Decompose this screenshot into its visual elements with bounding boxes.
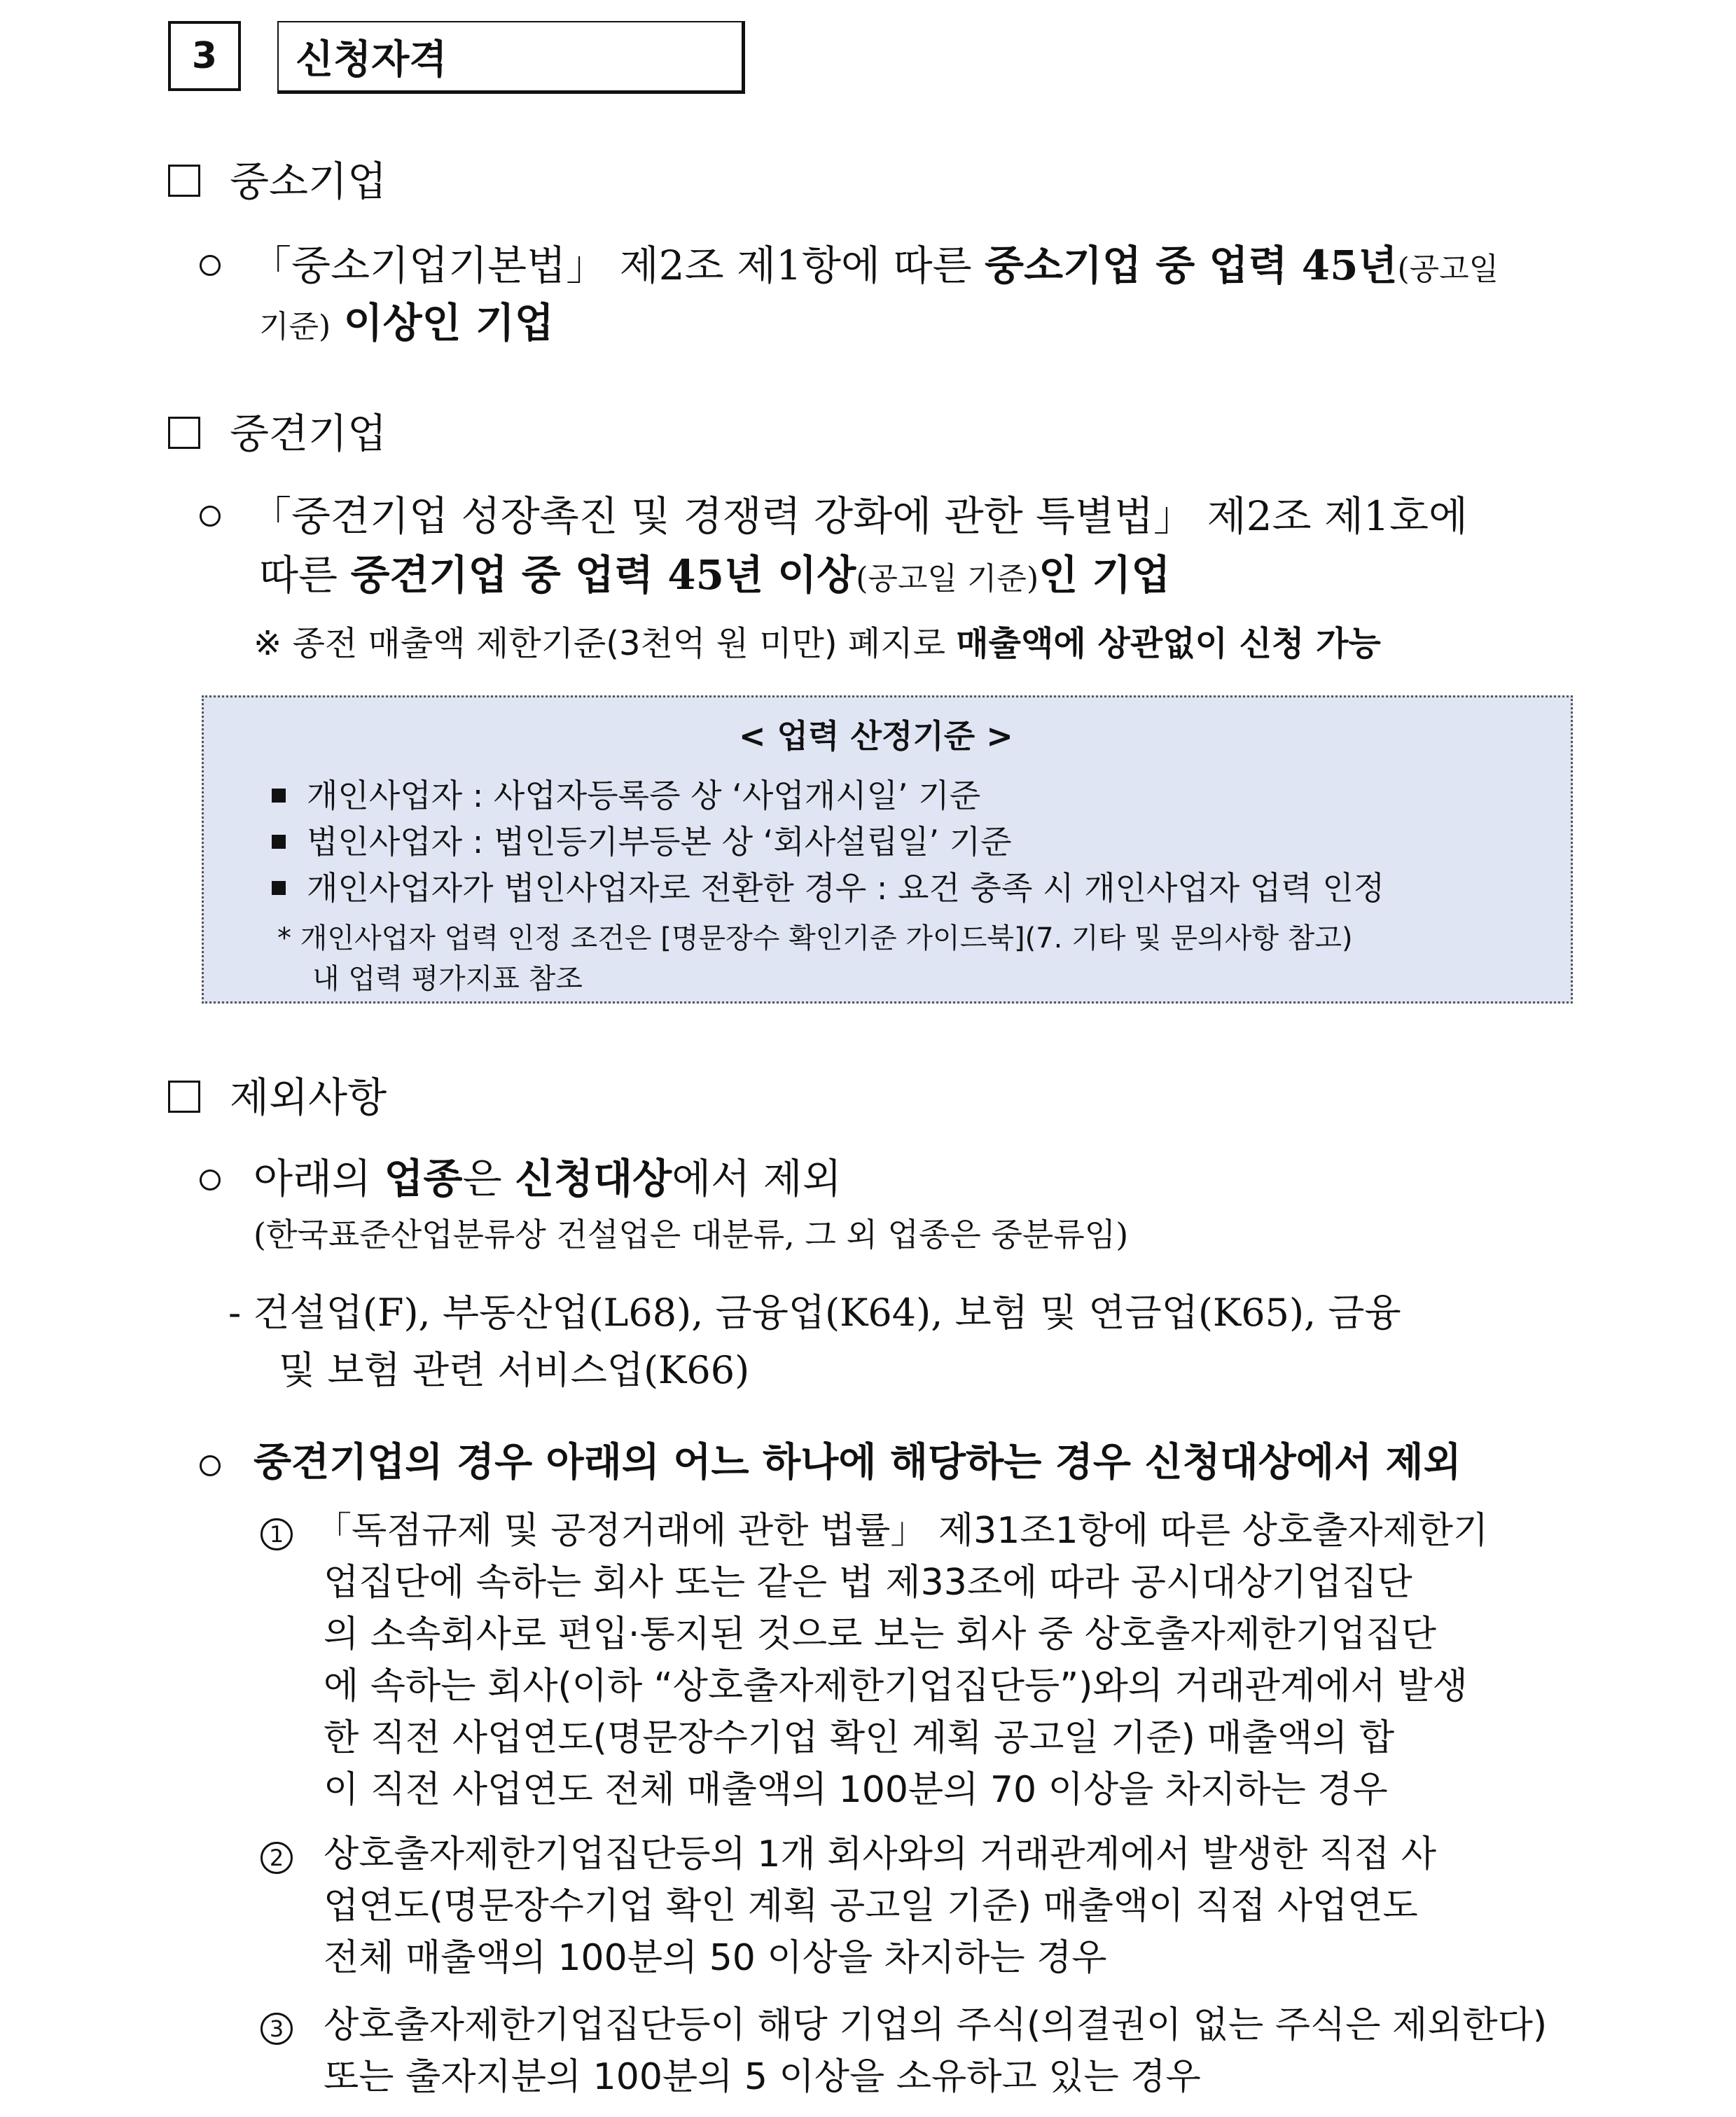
sme-heading — [168, 148, 387, 207]
criteria-note-line2: 내 업력 평가지표 참조 — [312, 963, 583, 995]
note-text: ※ 종전 매출액 제한기준(3천억 원 미만) 폐지로 — [254, 624, 957, 663]
item3-line: 상호출자제한기업집단등이 해당 기업의 주식(의결권이 없는 주식은 제외한다) — [324, 2004, 1548, 2046]
emphasis: 중소기업 중 업력 45년 — [984, 242, 1398, 289]
circled-number-text: 2 — [261, 1842, 293, 1874]
item2-line: 업연도(명문장수기업 확인 계획 공고일 기준) 매출액이 직접 사업연도 — [324, 1885, 1418, 1927]
section-title — [277, 21, 745, 94]
criteria-item — [272, 863, 1384, 909]
circled-number-text: 3 — [261, 2013, 293, 2045]
note-emphasis: 매출액에 상관없이 신청 가능 — [956, 624, 1381, 663]
section-title-text: 신청자격 — [296, 36, 447, 83]
item1-line: 의 소속회사로 편입·통지된 것으로 보는 회사 중 상호출자제한기업집단 — [324, 1613, 1436, 1656]
exclusions-bullet2: 중견기업의 경우 아래의 어느 하나에 해당하는 경우 신청대상에서 제외 — [254, 1439, 1461, 1485]
circle-bullet-icon — [200, 1455, 221, 1476]
item3-line: 또는 출자지분의 100분의 5 이상을 소유하고 있는 경우 — [324, 2056, 1201, 2098]
circle-bullet-icon — [200, 506, 221, 527]
mid-note — [254, 624, 1381, 663]
square-bullet-icon — [272, 835, 286, 849]
mid-heading — [168, 401, 387, 459]
item1-line: 업집단에 속하는 회사 또는 같은 법 제33조에 따라 공시대상기업집단 — [324, 1562, 1412, 1604]
square-bullet-icon — [272, 789, 286, 803]
text: 아래의 — [254, 1155, 384, 1202]
circled-number — [261, 2013, 293, 2045]
text: 「중소기업기본법」 제2조 제1항에 따른 — [251, 242, 985, 289]
item2-line: 전체 매출액의 100분의 50 이상을 차지하는 경우 — [324, 1937, 1107, 1979]
emphasis: 중견기업 중 업력 45년 이상 — [350, 551, 856, 599]
text: 은 — [462, 1155, 515, 1202]
sme-criteria-line2 — [259, 299, 554, 347]
text: 따른 — [259, 551, 351, 599]
criteria-item-text: 법인사업자 : 법인등기부등본 상 ‘회사설립일’ 기준 — [307, 823, 1012, 861]
exclusions-heading-text: 제외사항 — [230, 1074, 387, 1121]
criteria-note-line1: * 개인사업자 업력 인정 조건은 [명문장수 확인기준 가이드북](7. 기타 및 문의사항 참고) — [277, 922, 1353, 955]
exclusions-bullet1 — [254, 1155, 842, 1202]
square-bullet-icon — [168, 1081, 200, 1113]
sme-criteria-line1 — [251, 242, 1499, 289]
excluded-industries-line2: 및 보험 관련 서비스업(K66) — [279, 1348, 750, 1392]
criteria-item-text: 개인사업자 : 사업자등록증 상 ‘사업개시일’ 기준 — [307, 777, 981, 814]
criteria-item-text: 개인사업자가 법인사업자로 전환한 경우 : 요건 충족 시 개인사업자 업력 인정 — [307, 869, 1385, 907]
circle-bullet-icon — [200, 1169, 221, 1191]
exclusions-bullet1-sub: (한국표준산업분류상 건설업은 대분류, 그 외 업종은 중분류임) — [254, 1216, 1129, 1254]
square-bullet-icon — [168, 417, 200, 449]
criteria-item — [272, 770, 980, 817]
excluded-industries-line1: - 건설업(F), 부동산업(L68), 금융업(K64), 보험 및 연금업(K65), 금융 — [228, 1291, 1401, 1335]
item1-line: 「독점규제 및 공정거래에 관한 법률」 제31조1항에 따른 상호출자제한기 — [315, 1510, 1489, 1552]
text: (공고일 — [1397, 251, 1499, 287]
emphasis: 신청대상 — [515, 1155, 672, 1202]
square-bullet-icon — [272, 881, 286, 895]
circle-bullet-icon — [200, 255, 221, 276]
emphasis: 업종 — [384, 1155, 463, 1202]
emphasis: 인 기업 — [1039, 551, 1171, 599]
text: 에서 제외 — [672, 1155, 842, 1202]
text: 기준) — [259, 309, 331, 345]
item2-line: 상호출자제한기업집단등의 1개 회사와의 거래관계에서 발생한 직접 사 — [324, 1833, 1436, 1875]
criteria-item — [272, 817, 1012, 863]
square-bullet-icon — [168, 165, 200, 197]
mid-heading-text: 중견기업 — [230, 410, 387, 457]
circled-number — [261, 1842, 293, 1874]
emphasis: 이상인 기업 — [343, 299, 554, 347]
mid-criteria-line2 — [259, 551, 1171, 599]
text: (공고일 기준) — [856, 561, 1039, 597]
item1-line: 한 직전 사업연도(명문장수기업 확인 계획 공고일 기준) 매출액의 합 — [324, 1717, 1395, 1759]
sme-heading-text: 중소기업 — [230, 158, 387, 205]
circled-number-text: 1 — [261, 1518, 293, 1550]
mid-criteria-line1: 「중견기업 성장촉진 및 경쟁력 강화에 관한 특별법」 제2조 제1호에 — [251, 492, 1468, 540]
item1-line: 이 직전 사업연도 전체 매출액의 100분의 70 이상을 차지하는 경우 — [324, 1769, 1388, 1811]
item1-line: 에 속하는 회사(이하 “상호출자제한기업집단등”)와의 거래관계에서 발생 — [324, 1665, 1468, 1707]
circled-number — [261, 1518, 293, 1550]
section-number: 3 — [168, 21, 241, 91]
criteria-title: < 업력 산정기준 > — [739, 717, 1013, 755]
exclusions-heading — [168, 1064, 387, 1123]
